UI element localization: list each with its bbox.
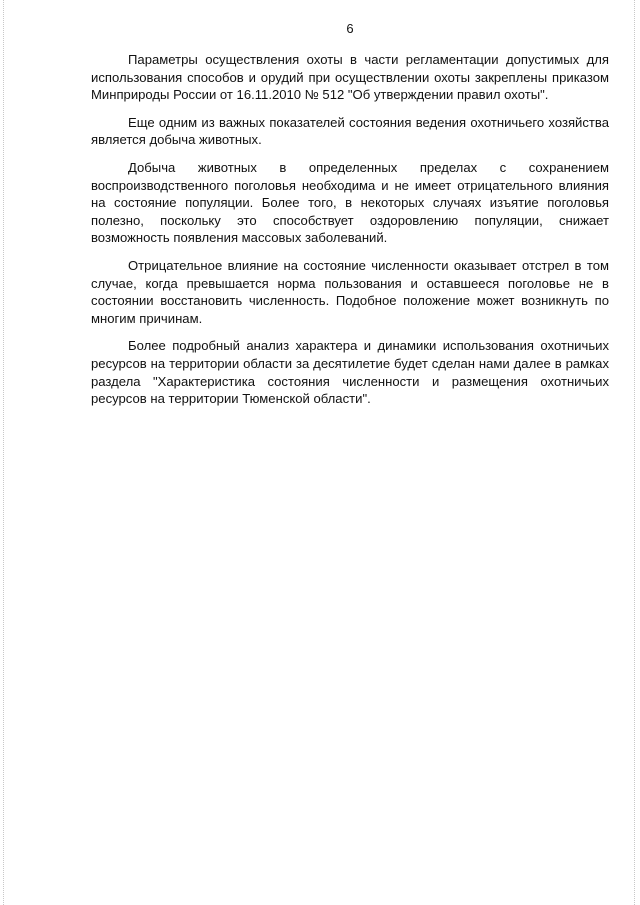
right-scan-edge	[634, 0, 636, 905]
paragraph-further-analysis: Более подробный анализ характера и динамики использования охотничьих ресурсов на территории области за десятилетие будет сделан нами далее в рамках раздела "Характеристика состояния численности и размещения охотничьих ресурсов на территории Тюменской области".	[91, 338, 609, 407]
paragraph-harvest-indicator: Еще одним из важных показателей состояния ведения охотничьего хозяйства является добыча животных.	[91, 114, 609, 148]
page-number: 6	[346, 21, 354, 36]
paragraph-negative-impact: Отрицательное влияние на состояние численности оказывает отстрел в том случае, когда превышается норма пользования и оставшееся поголовье не в состоянии восстановить численность. Подобное положение может возникнуть по многим причинам.	[91, 257, 609, 326]
paragraph-hunting-parameters: Параметры осуществления охоты в части регламентации допустимых для использования способов и орудий при осуществлении охоты закреплены приказом Минприроды России от 16.11.2010 № 512 "Об утверждении правил охоты".	[91, 52, 609, 103]
paragraph-harvest-limits: Добыча животных в определенных пределах с сохранением воспроизводственного поголовья необходима и не имеет отрицательного влияния на состояние популяции. Более того, в некоторых случаях изъятие поголовья полезно, поскольку это способствует оздоровлению популяции, снижает возможность появления массовых заболеваний.	[91, 159, 609, 246]
document-body	[91, 51, 609, 418]
left-scan-edge	[3, 0, 5, 905]
